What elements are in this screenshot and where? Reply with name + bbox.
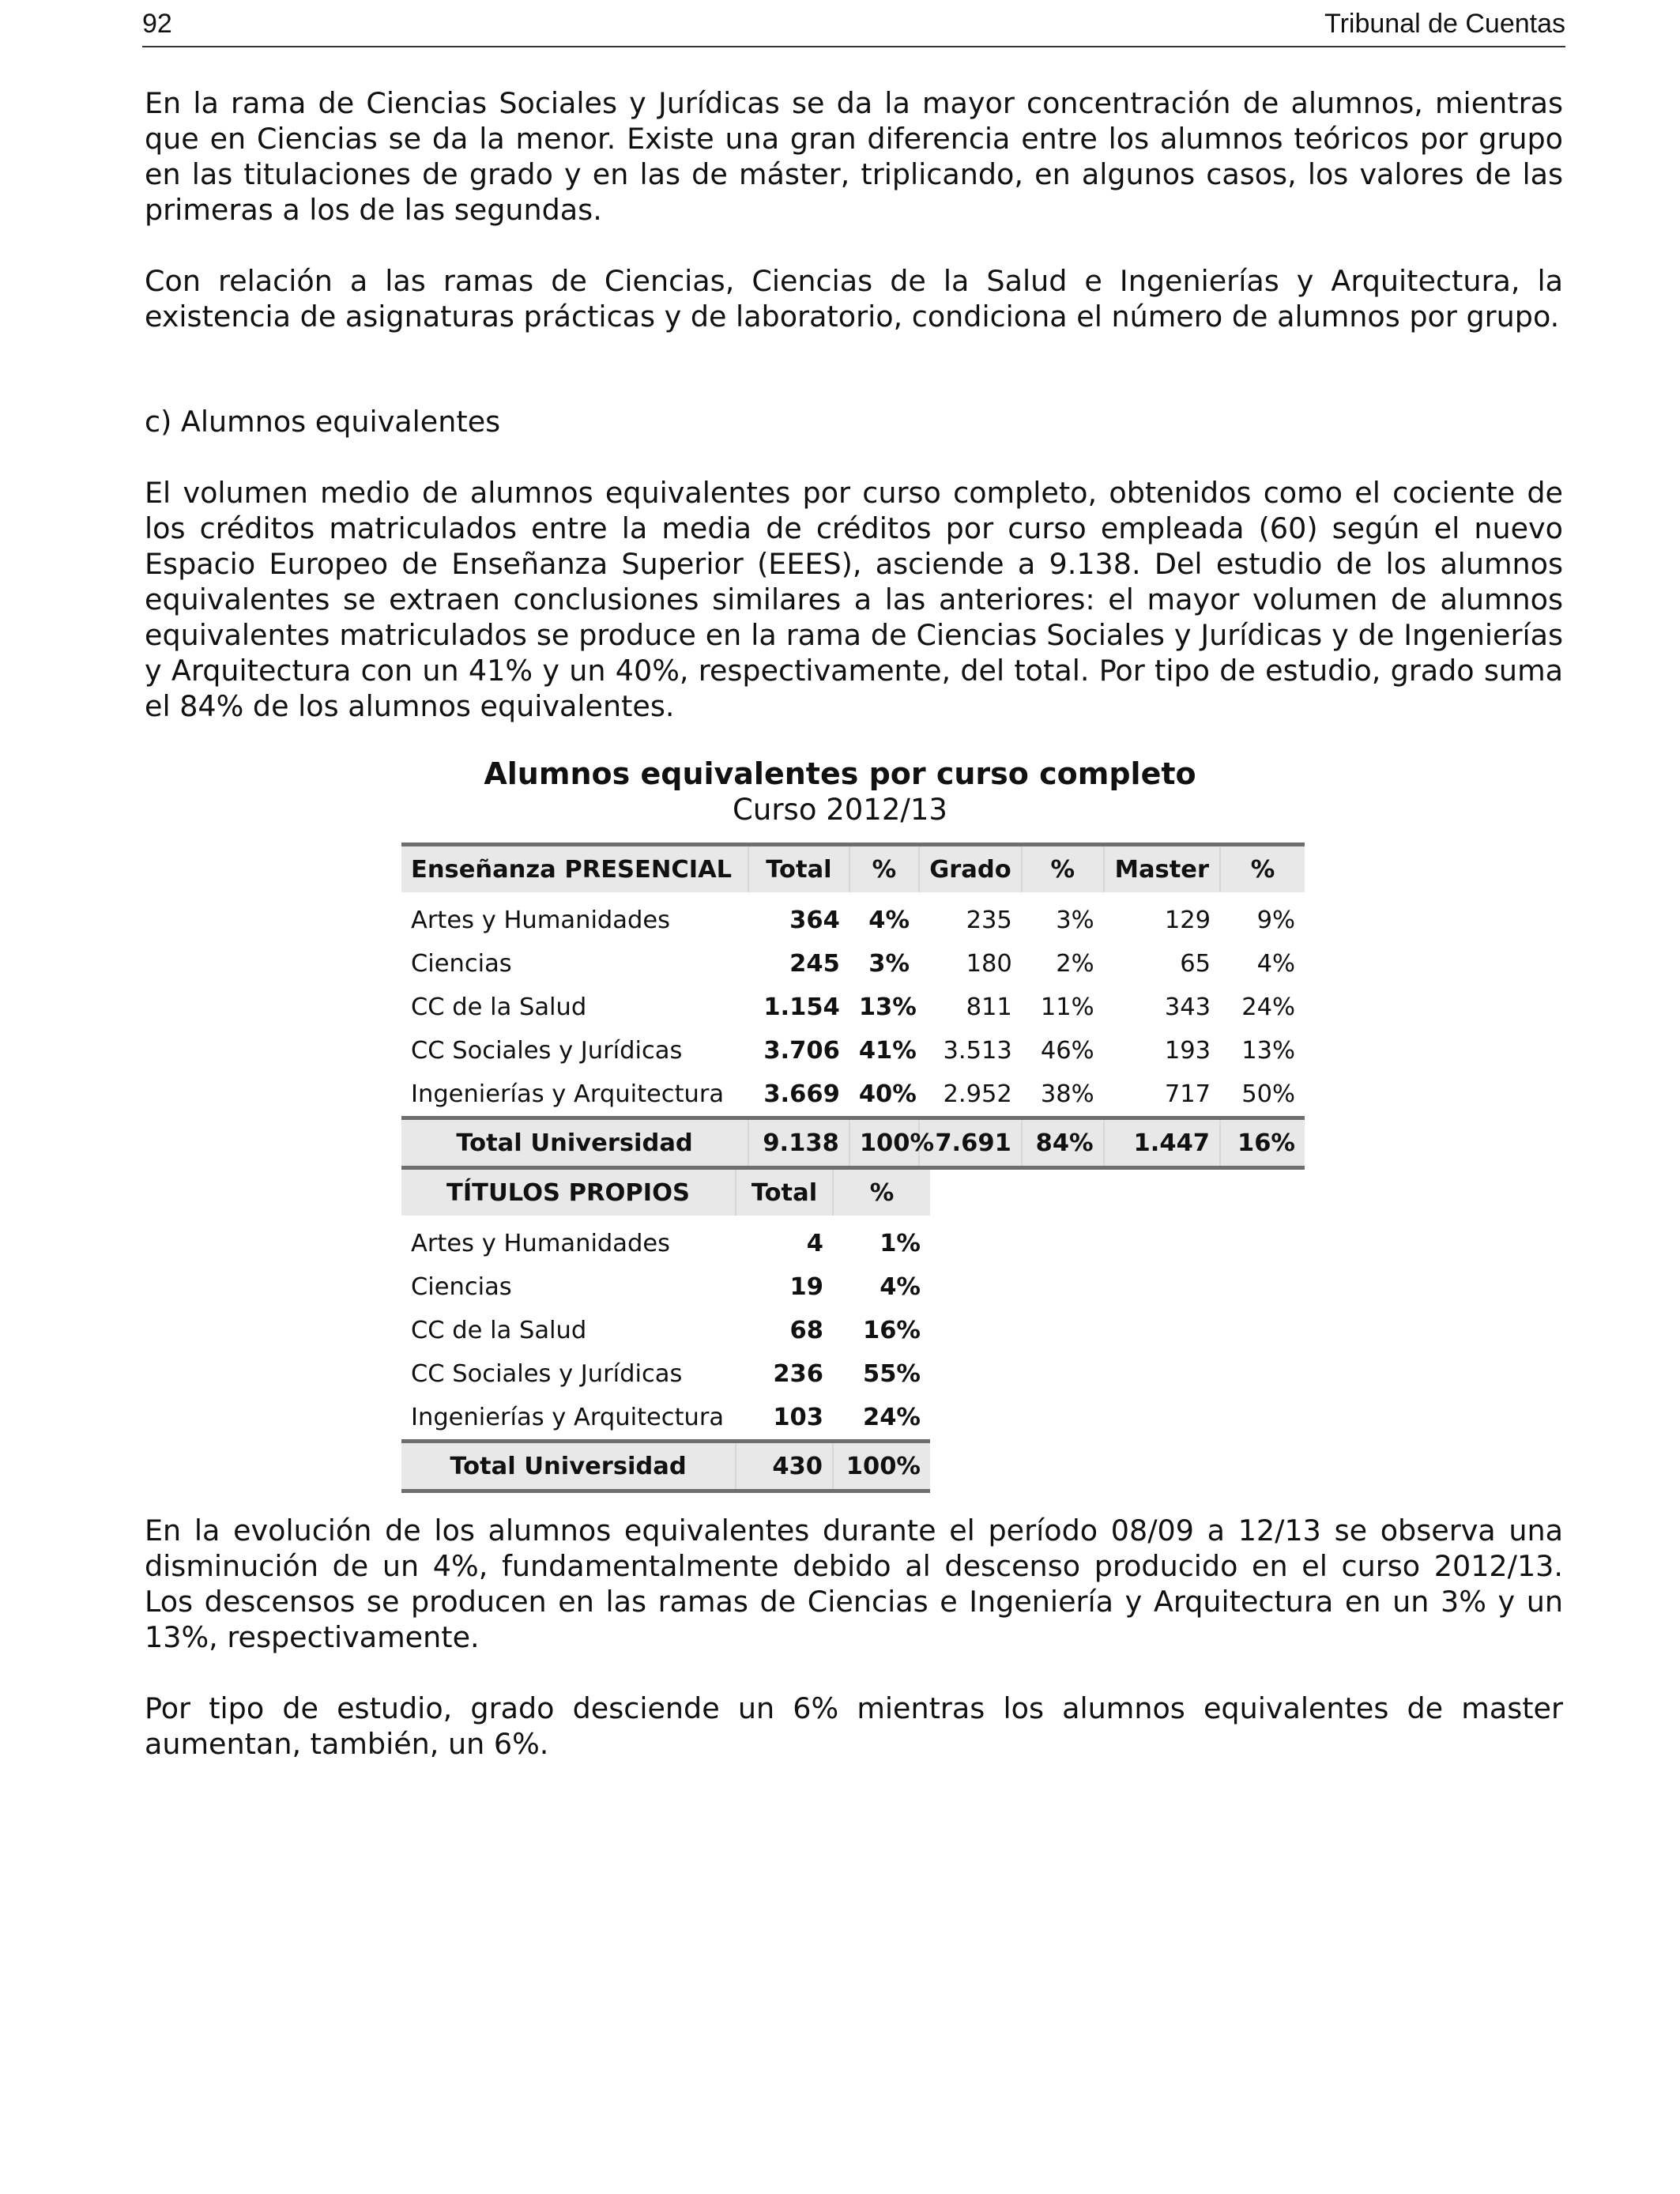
table-cell: 245 — [789, 950, 840, 978]
column-header: Total — [736, 1168, 833, 1216]
table-cell: 100% — [849, 1118, 919, 1168]
table-cell: 46% — [1040, 1037, 1094, 1065]
column-header: % — [833, 1168, 930, 1216]
table-cell: 24% — [862, 1404, 921, 1431]
table-cell: 811 — [966, 993, 1012, 1021]
table-header-row — [401, 1168, 930, 1216]
page-header — [142, 5, 1565, 47]
table-cell: 4 — [806, 1230, 823, 1257]
table-cell: Total Universidad — [401, 1118, 748, 1168]
table-cell: 3% — [1056, 907, 1094, 934]
table-title: Alumnos equivalentes por curso completo — [484, 756, 1196, 791]
table-total-row — [401, 1442, 930, 1491]
table-cell: 3.669 — [763, 1080, 840, 1108]
table-cell: 4% — [1256, 950, 1295, 978]
table-cell: 4% — [880, 1273, 921, 1301]
table-cell: 50% — [1241, 1080, 1295, 1108]
paragraph-5 — [145, 1691, 1563, 1762]
table-cell: 3.706 — [763, 1037, 840, 1065]
table-presencial — [401, 843, 1305, 1170]
table-cell: Ingenierías y Arquitectura — [411, 1404, 725, 1431]
table-cell: 68 — [789, 1317, 823, 1344]
table-row — [401, 892, 1305, 942]
table-cell: 84% — [1022, 1118, 1104, 1168]
table-cell: 100% — [833, 1442, 930, 1491]
table-row — [401, 1216, 930, 1265]
table-cell: 24% — [1241, 993, 1295, 1021]
table-cell: 11% — [1040, 993, 1094, 1021]
table-row — [401, 1352, 930, 1396]
table-cell: 1.154 — [763, 993, 840, 1021]
column-header: Master — [1104, 845, 1220, 893]
column-header: Enseñanza PRESENCIAL — [401, 845, 748, 893]
table-cell: 16% — [1220, 1118, 1305, 1168]
table-cell: 13% — [1241, 1037, 1295, 1065]
table-cell: Ciencias — [411, 1273, 512, 1301]
column-header: Grado — [919, 845, 1022, 893]
section-heading-text: c) Alumnos equivalentes — [145, 405, 501, 439]
table-cell: Total Universidad — [401, 1442, 736, 1491]
table-cell: 2% — [1056, 950, 1094, 978]
table-cell: Artes y Humanidades — [411, 1230, 670, 1257]
table-cell: 193 — [1164, 1037, 1211, 1065]
table-cell: 3% — [868, 950, 910, 978]
table-cell: CC Sociales y Jurídicas — [411, 1037, 683, 1065]
table-cell: 2.952 — [943, 1080, 1012, 1108]
table-cell: 103 — [773, 1404, 823, 1431]
table-row — [401, 1265, 930, 1309]
table-cell: 235 — [966, 907, 1012, 934]
table-cell: CC Sociales y Jurídicas — [411, 1360, 683, 1388]
table-cell: 129 — [1164, 907, 1211, 934]
paragraph-2 — [145, 263, 1563, 334]
paragraph-4 — [145, 1513, 1563, 1655]
table-cell: 430 — [736, 1442, 833, 1491]
section-heading — [145, 404, 1563, 439]
table-cell: CC de la Salud — [411, 1317, 587, 1344]
table-cell: 9% — [1256, 907, 1295, 934]
table-cell: 4% — [868, 907, 910, 934]
paragraph-5-text: Por tipo de estudio, grado desciende un 6% mientras los alumnos equivalentes de master aumentan, también, un 6%. — [145, 1691, 1563, 1761]
table-cell: Ingenierías y Arquitectura — [411, 1080, 725, 1108]
paragraph-1 — [145, 85, 1563, 228]
paragraph-4-text: En la evolución de los alumnos equivalentes durante el período 08/09 a 12/13 se observa una disminución de un 4%, fundamentalmente debido al descenso producido en el curso 2012/13. Los descensos se producen en las ramas de Ciencias e Ingeniería y Arquitectura en un 3% y un 13%, respectivamente. — [145, 1514, 1563, 1654]
paragraph-1-text: En la rama de Ciencias Sociales y Jurídicas se da la mayor concentración de alumnos, mientras que en Ciencias se da la menor. Existe una gran diferencia entre los alumnos teóricos por grupo en las titulaciones de grado y en las de máster, triplicando, en algunos casos, los valores de las primeras a los de las segundas. — [145, 86, 1563, 227]
column-header: % — [1220, 845, 1305, 893]
table-cell: Ciencias — [411, 950, 512, 978]
table-cell: 343 — [1164, 993, 1211, 1021]
table-cell: 41% — [858, 1037, 917, 1065]
table-row — [401, 1396, 930, 1442]
table-cell: 180 — [966, 950, 1012, 978]
table-cell: 40% — [858, 1080, 917, 1108]
table-cell: 1% — [880, 1230, 921, 1257]
table-cell: 13% — [858, 993, 917, 1021]
table-row — [401, 1309, 930, 1352]
table-cell: 19 — [789, 1273, 823, 1301]
table-cell: 1.447 — [1104, 1118, 1220, 1168]
header-organization: Tribunal de Cuentas — [1324, 9, 1565, 39]
table-row — [401, 1072, 1305, 1118]
table-subtitle: Curso 2012/13 — [733, 793, 947, 827]
column-header: Total — [748, 845, 849, 893]
page-number: 92 — [142, 9, 172, 39]
table-title-block — [0, 756, 1680, 828]
table-cell: 717 — [1164, 1080, 1211, 1108]
column-header: TÍTULOS PROPIOS — [401, 1168, 736, 1216]
paragraph-2-text: Con relación a las ramas de Ciencias, Ciencias de la Salud e Ingenierías y Arquitectura, la existencia de asignaturas prácticas y de laboratorio, condiciona el número de alumnos por grupo. — [145, 264, 1563, 334]
table-cell: 16% — [862, 1317, 921, 1344]
table-row — [401, 942, 1305, 986]
table-cell: 9.138 — [748, 1118, 849, 1168]
column-header: % — [1022, 845, 1104, 893]
table-cell: Artes y Humanidades — [411, 907, 670, 934]
table-cell: 55% — [862, 1360, 921, 1388]
column-header: % — [849, 845, 919, 893]
paragraph-3-text: El volumen medio de alumnos equivalentes por curso completo, obtenidos como el cociente de los créditos matriculados entre la media de créditos por curso empleada (60) según el nuevo Espacio Europeo de Enseñanza Superior (EEES), asciende a 9.138. Del estudio de los alumnos equivalentes se extraen conclusiones similares a las anteriores: el mayor volumen de alumnos equivalentes matriculados se produce en la rama de Ciencias Sociales y Jurídicas y de Ingenierías y Arquitectura con un 41% y un 40%, respectivamente, del total. Por tipo de estudio, grado suma el 84% de los alumnos equivalentes. — [145, 476, 1563, 723]
table-row — [401, 1029, 1305, 1072]
table-cell: 236 — [773, 1360, 823, 1388]
table-cell: 364 — [789, 907, 840, 934]
table-total-row — [401, 1118, 1305, 1168]
table-titulos-propios — [401, 1166, 930, 1493]
table-row — [401, 986, 1305, 1029]
table-header-row — [401, 845, 1305, 893]
table-cell: 3.513 — [943, 1037, 1012, 1065]
table-cell: 38% — [1040, 1080, 1094, 1108]
table-cell: 65 — [1180, 950, 1211, 978]
table-cell: CC de la Salud — [411, 993, 587, 1021]
paragraph-3 — [145, 475, 1563, 724]
table-cell: 7.691 — [919, 1118, 1022, 1168]
